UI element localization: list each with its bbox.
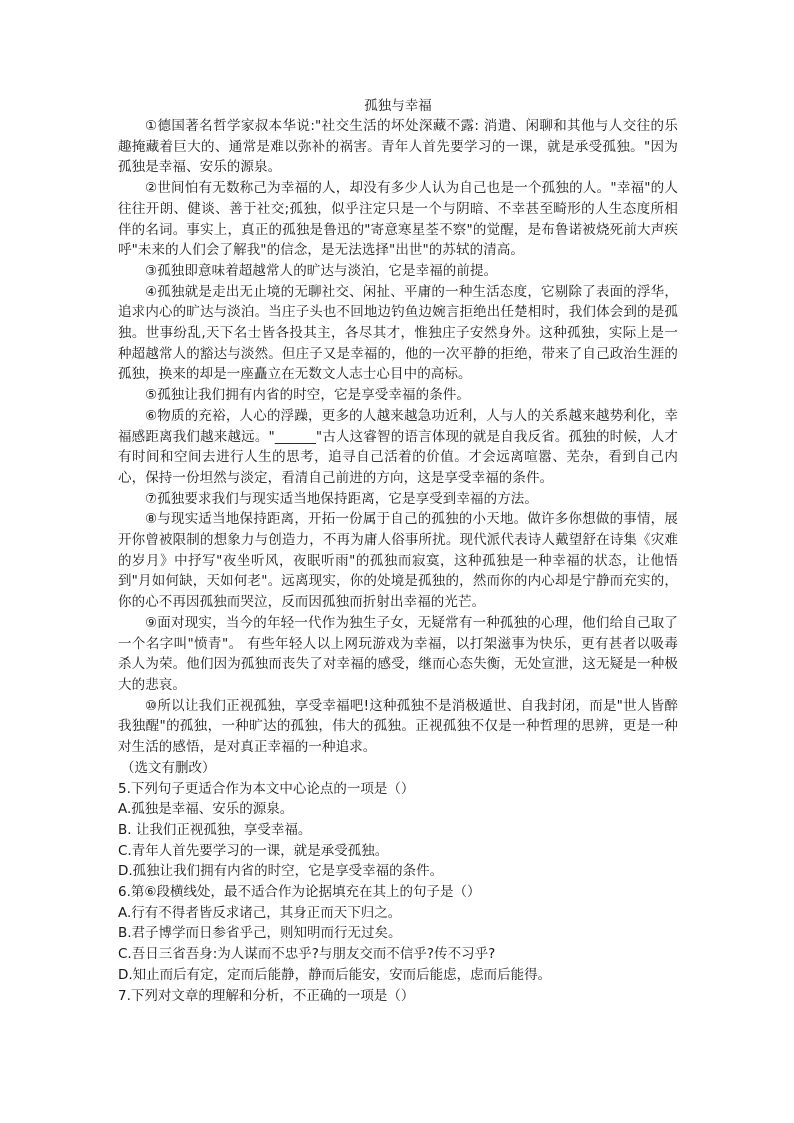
paragraph-2: ②世间怕有无数称己为幸福的人，却没有多少人认为自己也是一个孤独的人。"幸福"的人往往开朗、健谈、善于社交;孤独，似乎注定只是一个与阴暗、不幸甚至畸形的人生态度所相伴的名词。事实上，真正的孤独是鲁迅的"寄意寒星荃不察"的觉醒，是布鲁诺被烧死前大声疾呼"未来的人们会了解我"的信念，是无法选择"出世"的苏轼的清高。 <box>118 180 678 259</box>
question-6-option-c: C.吾日三省吾身:为人谋而不忠乎?与朋友交而不信乎?传不习乎? <box>118 946 496 963</box>
paragraph-3: ③孤独即意味着超越常人的旷达与淡泊，它是幸福的前提。 <box>145 262 498 279</box>
question-6-option-b: B.君子博学而日参省乎己，则知明而行无过矣。 <box>118 925 402 942</box>
question-5-option-a: A.孤独是幸福、安乐的源泉。 <box>118 801 294 818</box>
question-5-option-d: D.孤独让我们拥有内省的时空，它是享受幸福的条件。 <box>118 863 444 880</box>
paragraph-8: ⑧与现实适当地保持距离，开拓一份属于自己的孤独的小天地。做许多你想做的事情，展开你曾被限制的想象力与创造力，不再为庸人俗事所扰。现代派代表诗人戴望舒在诗集《灾难的岁月》中抒写"夜坐听风，夜眠听雨"的孤独而寂寞，这种孤独是一种幸福的状态，让他悟到"月如何缺，天如何老"。远离现实，你的处境是孤独的，然而你的内心却是宁静而充实的，你的心不再因孤独而哭泣，反而因孤独而折射出幸福的光芒。 <box>118 511 678 611</box>
question-7-stem: 7.下列对文章的理解和分析，不正确的一项是（） <box>118 987 415 1004</box>
document-page <box>118 96 678 1006</box>
question-5-stem: 5.下列句子更适合作为本文中心论点的一项是（） <box>118 780 415 797</box>
source-note: （选文有删改） <box>121 759 216 776</box>
paragraph-6: ⑥物质的充裕，人心的浮躁，更多的人越来越急功近利，人与人的关系越来越势利化，幸福感距离我们越来越远。"______"古人这睿智的语言体现的就是自我反省。孤独的时候，人才有时间和空间去进行人生的思考，追寻自己活着的价值。才会远离喧嚣、芜杂，看到自己内心，保持一份坦然与淡定，看清自己前进的方向，这是享受幸福的条件。 <box>118 407 678 486</box>
paragraph-4: ④孤独就是走出无止境的无聊社交、闲扯、平庸的一种生活态度，它剔除了表面的浮华，追求内心的旷达与淡泊。当庄子头也不回地边钓鱼边婉言拒绝出任楚相时，我们体会到的是孤独。世事纷乱,天下名士皆各投其主，各尽其才，惟独庄子安然身外。这种孤独，实际上是一种超越常人的豁达与淡然。但庄子又是幸福的，他的一次平静的拒绝，带来了自己政治生涯的孤独，换来的却是一座矗立在无数文人志士心目中的高标。 <box>118 283 678 383</box>
question-6-stem: 6.第⑥段横线处，最不适合作为论据填充在其上的句子是（） <box>118 884 481 901</box>
question-6-option-d: D.知止而后有定，定而后能静，静而后能安，安而后能虑，虑而后能得。 <box>118 966 552 983</box>
article-title: 孤独与幸福 <box>364 98 432 114</box>
paragraph-5: ⑤孤独让我们拥有内省的时空，它是享受幸福的条件。 <box>145 387 471 404</box>
paragraph-10: ⑩所以让我们正视孤独，享受幸福吧!这种孤独不是消极遁世、自我封闭，而是"世人皆醉我独醒"的孤独，一种旷达的孤独，伟大的孤独。正视孤独不仅是一种哲理的思辨，更是一种对生活的感悟，是对真正幸福的一种追求。 <box>118 697 678 756</box>
paragraph-1: ①德国著名哲学家叔本华说:"社交生活的坏处深藏不露: 消遣、闲聊和其他与人交往的乐趣掩藏着巨大的、通常是难以弥补的祸害。青年人首先要学习的一课，就是承受孤独。"因为孤独是幸福、安乐的源泉。 <box>118 118 678 176</box>
paragraph-9: ⑨面对现实，当今的年轻一代作为独生子女，无疑常有一种孤独的心理，他们给自己取了一个名字叫"愤青"。 有些年轻人以上网玩游戏为幸福，以打架滋事为快乐，更有甚者以吸毒杀人为荣。他们因为孤独而丧失了对幸福的感受，继而心态失衡，无处宣泄，这无疑是一种极大的悲哀。 <box>118 614 678 693</box>
question-5-option-b: B. 让我们正视孤独，享受幸福。 <box>118 821 312 838</box>
question-6-option-a: A.行有不得者皆反求诸己，其身正而天下归之。 <box>118 904 402 921</box>
question-5-option-c: C.青年人首先要学习的一课，就是承受孤独。 <box>118 842 389 859</box>
paragraph-7: ⑦孤独要求我们与现实适当地保持距离，它是享受到幸福的方法。 <box>145 490 539 507</box>
